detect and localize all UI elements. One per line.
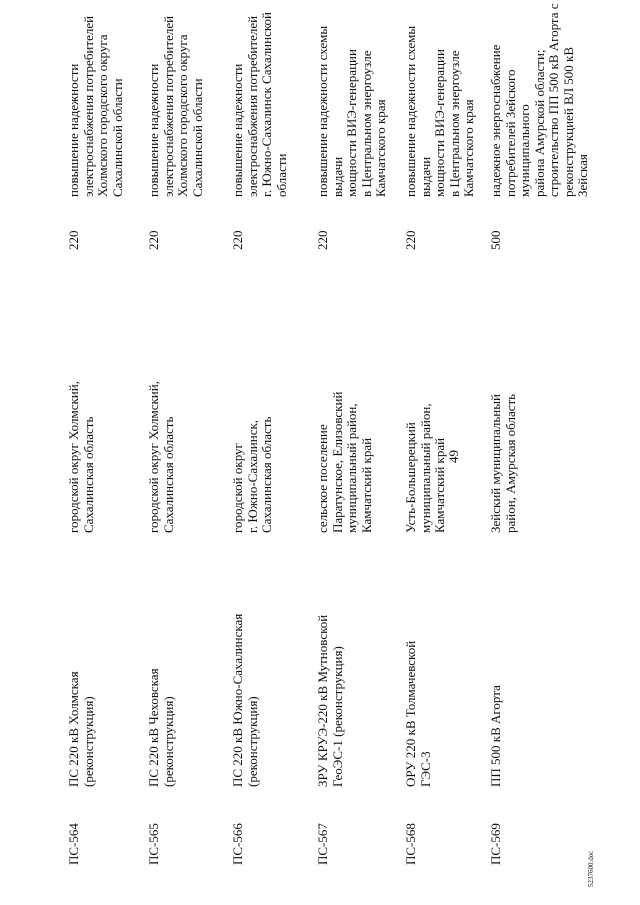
row-code: ПС-565: [146, 823, 161, 865]
row-location: городской округ Холмский, Сахалинская область: [66, 381, 96, 533]
row-purpose: надежное энергоснабжение потребителей Зейского муниципального района Амурской области; строительство ПП 500 кВ Агорта с реконструкцией ВЛ 500 кВ Зейская: [488, 3, 590, 197]
page-number: 49: [446, 450, 461, 463]
row-purpose: повышение надежности схемы выдачи мощности ВИЭ-генерации в Центральном энергоузле Камчатского края: [315, 25, 388, 197]
row-facility-name: ПС 220 кВ Южно-Сахалинская (реконструкция): [230, 613, 260, 787]
row-voltage: 220: [66, 230, 81, 250]
row-voltage: 500: [488, 230, 503, 250]
row-facility-name: ПС 220 кВ Чеховская (реконструкция): [146, 668, 176, 787]
row-purpose: повышение надежности электроснабжения потребителей Холмского городского округа Сахалинской области: [66, 15, 125, 197]
row-location: Зейский муниципальный район, Амурская область: [488, 393, 518, 533]
row-purpose: повышение надежности электроснабжения потребителей Холмского городского округа Сахалинской области: [146, 15, 205, 197]
row-code: ПС-568: [403, 823, 418, 865]
row-code: ПС-564: [66, 823, 81, 865]
row-location: Усть-Большерецкий муниципальный район, Камчатский край: [403, 403, 447, 533]
row-code: ПС-567: [315, 823, 330, 865]
row-facility-name: ЗРУ КРУЭ-220 кВ Мутновской ГеоЭС-1 (реконструкция): [315, 614, 345, 787]
row-location: городской округ г. Южно-Сахалинск, Сахалинская область: [230, 416, 274, 533]
row-location: городской округ Холмский, Сахалинская область: [146, 381, 176, 533]
row-facility-name: ПС 220 кВ Холмская (реконструкция): [66, 671, 96, 787]
row-voltage: 220: [403, 230, 418, 250]
row-facility-name: ПП 500 кВ Агорта: [488, 685, 503, 787]
footer-file-code: 5237600.doc: [587, 850, 595, 887]
row-facility-name: ОРУ 220 кВ Толмачевской ГЭС-3: [403, 640, 433, 787]
row-voltage: 220: [315, 230, 330, 250]
row-location: сельское поселение Паратунское, Елизовский муниципальный район, Камчатский край: [315, 391, 374, 533]
row-voltage: 220: [230, 230, 245, 250]
row-voltage: 220: [146, 230, 161, 250]
row-purpose: повышение надежности схемы выдачи мощности ВИЭ-генерации в Центральном энергоузле Камчатского края: [403, 25, 476, 197]
row-code: ПС-569: [488, 823, 503, 865]
row-code: ПС-566: [230, 823, 245, 865]
row-purpose: повышение надежности электроснабжения потребителей г. Южно-Сахалинск Сахалинской области: [230, 12, 289, 197]
